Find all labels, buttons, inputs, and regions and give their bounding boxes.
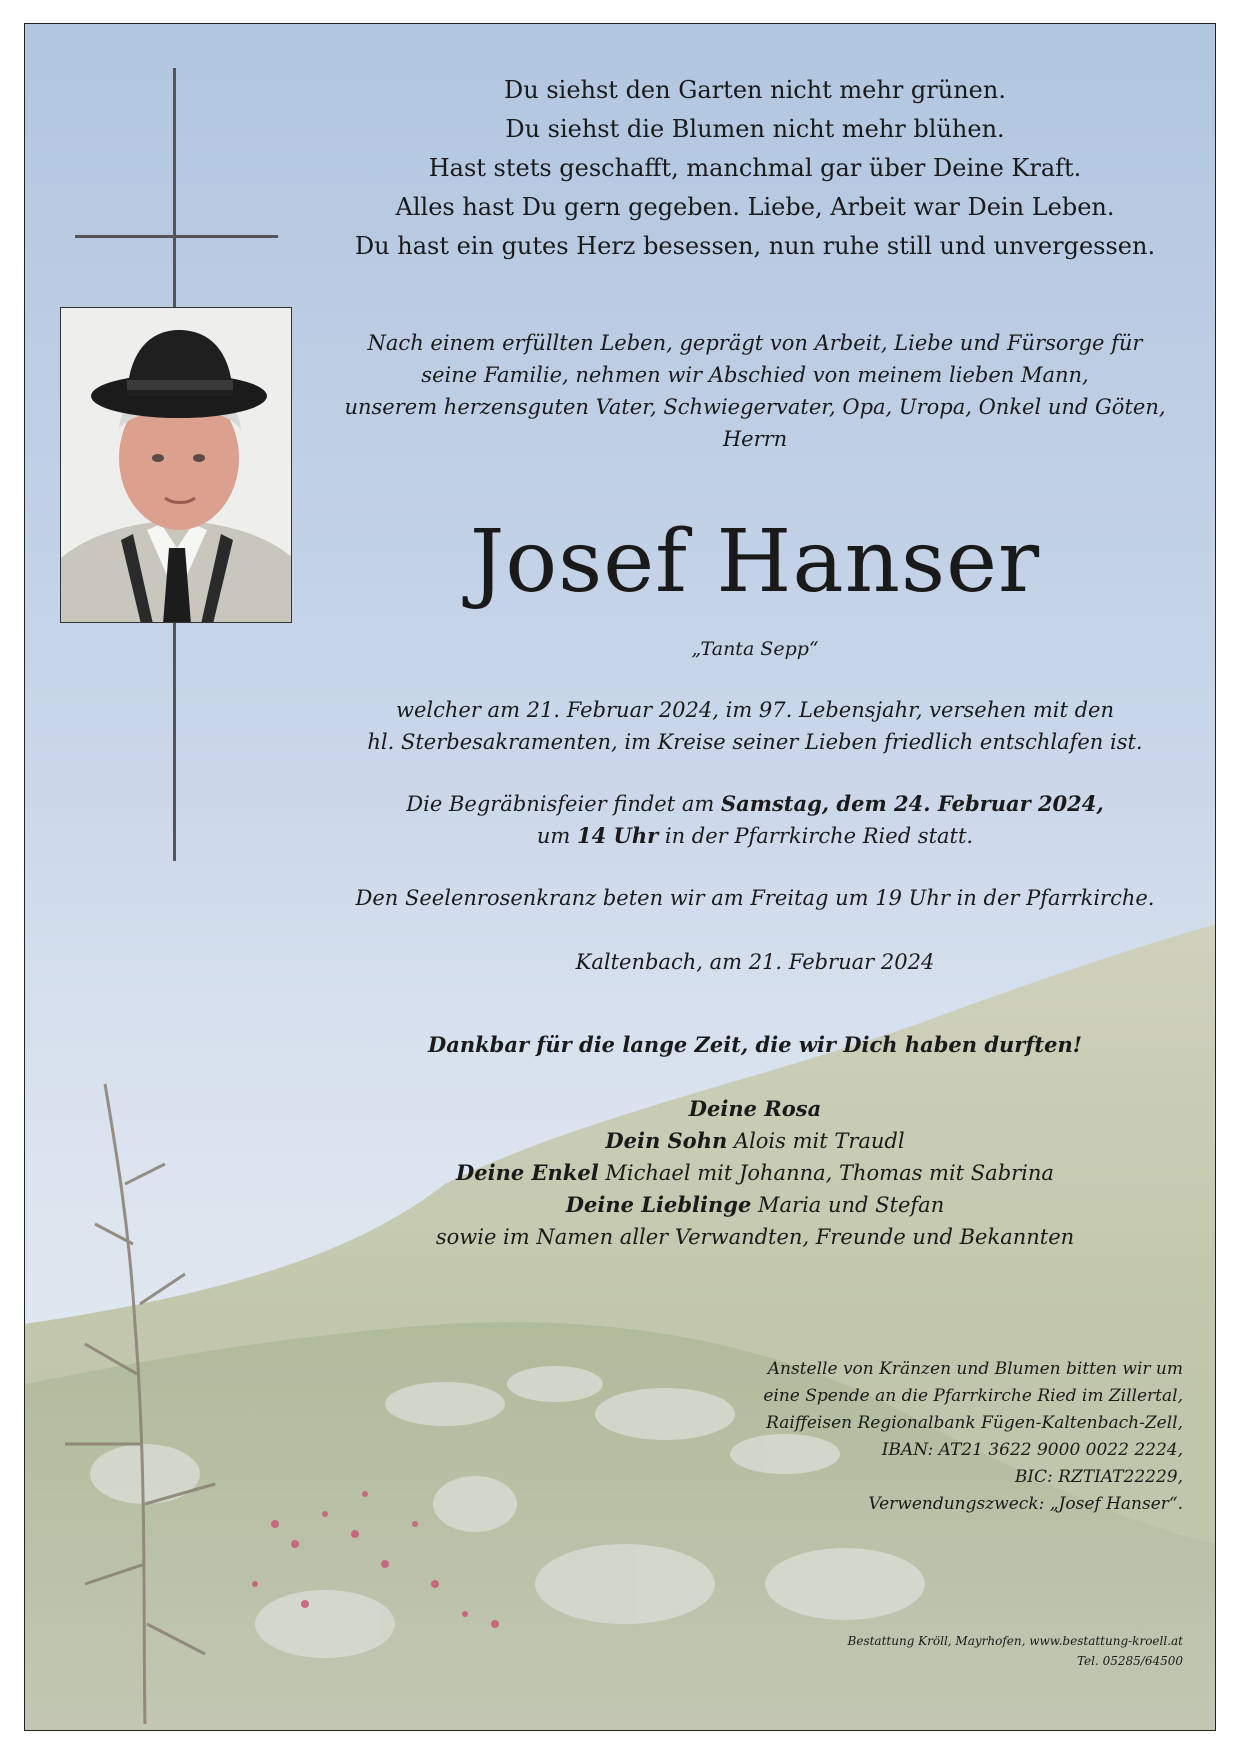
family-line [315,1093,1195,1125]
family-names: Alois mit Traudl [727,1129,905,1153]
donation-request [623,1356,1183,1518]
funeral-text: in der Pfarrkirche Ried statt. [658,824,974,848]
intro-line: Nach einem erfüllten Leben, geprägt von Arbeit, Liebe und Fürsorge für [367,331,1143,355]
donation-line: IBAN: AT21 3622 9000 0022 2224, [881,1440,1183,1460]
thanks-line: Dankbar für die lange Zeit, die wir Dich haben durften! [428,1032,1082,1057]
poem-line: Du siehst die Blumen nicht mehr blühen. [505,115,1005,143]
funeral-line-2 [315,820,1195,852]
death-notice-line: welcher am 21. Februar 2024, im 97. Lebensjahr, versehen mit den [396,698,1114,722]
cross-horizontal-bar [75,235,278,238]
poem-line: Du siehst den Garten nicht mehr grünen. [504,76,1006,104]
poem-line: Du hast ein gutes Herz besessen, nun ruhe still und unvergessen. [354,232,1156,260]
donation-line: eine Spende an die Pfarrkirche Ried im Zillertal, [763,1386,1183,1406]
family-signatures [315,1093,1195,1253]
rosary-info: Den Seelenrosenkranz beten wir am Freitag um 19 Uhr in der Pfarrkirche. [355,886,1155,910]
donation-line: Anstelle von Kränzen und Blumen bitten wir um [767,1359,1183,1379]
funeral-date: Samstag, dem 24. Februar 2024, [720,791,1104,816]
intro-line: Herrn [722,427,788,451]
intro-text [315,327,1195,455]
funeral-info [315,788,1195,852]
poem-line: Alles hast Du gern gegeben. Liebe, Arbeit war Dein Leben. [395,193,1115,221]
intro-line: seine Familie, nehmen wir Abschied von meinem lieben Mann, [421,363,1089,387]
place-date: Kaltenbach, am 21. Februar 2024 [575,950,935,974]
deceased-name: Josef Hanser [469,512,1041,612]
family-label: Dein Sohn [605,1128,728,1153]
death-notice-line: hl. Sterbesakramenten, im Kreise seiner Lieben friedlich entschlafen ist. [367,730,1143,754]
imprint-line: Tel. 05285/64500 [1076,1654,1183,1668]
donation-line: Raiffeisen Regionalbank Fügen-Kaltenbach-Zell, [766,1413,1183,1433]
family-names: Maria und Stefan [751,1193,945,1217]
poem-line: Hast stets geschafft, manchmal gar über Deine Kraft. [428,154,1082,182]
portrait-photo [60,307,292,623]
family-line [315,1157,1195,1189]
family-line [315,1189,1195,1221]
family-label: Deine Rosa [688,1096,822,1121]
donation-line: Verwendungszweck: „Josef Hanser“. [868,1494,1183,1514]
funeral-home-imprint [583,1631,1183,1671]
donation-line: BIC: RZTIAT22229, [1014,1467,1183,1487]
poem [315,71,1195,266]
family-label: Deine Lieblinge [565,1192,752,1217]
family-line: sowie im Namen aller Verwandten, Freunde und Bekannten [435,1225,1075,1249]
death-notice [315,694,1195,758]
family-names: Michael mit Johanna, Thomas mit Sabrina [598,1161,1054,1185]
family-line [315,1125,1195,1157]
funeral-text: Die Begräbnisfeier findet am [406,792,721,816]
family-label: Deine Enkel [456,1160,599,1185]
funeral-text: um [536,824,577,848]
intro-line: unserem herzensguten Vater, Schwiegervater, Opa, Uropa, Onkel und Göten, [344,395,1166,419]
nickname: „Tanta Sepp“ [691,638,819,660]
funeral-line-1 [315,788,1195,820]
imprint-line: Bestattung Kröll, Mayrhofen, www.bestattung-kroell.at [847,1634,1183,1648]
funeral-time: 14 Uhr [577,823,659,848]
obituary-card [24,23,1216,1731]
